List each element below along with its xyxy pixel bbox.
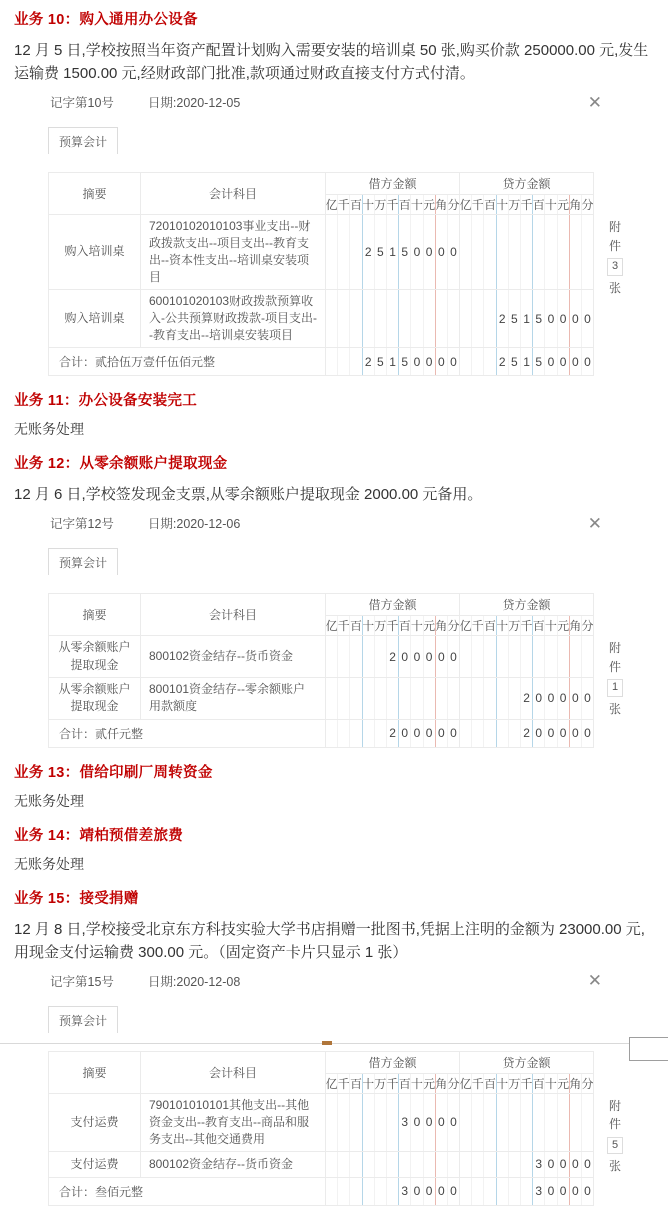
attachment-label: 附件 <box>609 1098 622 1132</box>
total-credit-amount: 2 0 0 0 0 0 <box>460 719 594 747</box>
voucher-15-table <box>48 1051 594 1206</box>
close-icon[interactable]: ✕ <box>587 92 602 112</box>
voucher-15-table-wrap <box>48 1051 622 1206</box>
debit-digit-units: 亿 千 百 十 万 千 百 十 元 角 分 <box>326 195 460 215</box>
total-credit-amount: 3 0 0 0 0 <box>460 1177 594 1205</box>
row-debit-amount: 2 0 0 0 0 0 <box>326 636 460 678</box>
row-credit-amount: 2 5 1 5 0 0 0 0 <box>460 290 594 348</box>
table-row <box>49 1151 594 1177</box>
total-row <box>49 348 594 376</box>
row-summary: 从零余额账户提取现金 <box>49 678 141 720</box>
attachment-indicator <box>602 1097 628 1176</box>
row-summary: 购入培训桌 <box>49 215 141 290</box>
row-subject: 72010102010103事业支出--财政拨款支出--项目支出--教育支出--资本性支出--培训桌安装项目 <box>141 215 326 290</box>
close-icon[interactable]: ✕ <box>587 513 602 533</box>
voucher-10-header <box>48 89 654 111</box>
col-header-subject: 会计科目 <box>141 594 326 636</box>
row-credit-amount <box>460 636 594 678</box>
scrollbar-thumb[interactable] <box>322 1041 332 1045</box>
total-label: 合计：叁佰元整 <box>49 1177 326 1205</box>
tab-budget-accounting[interactable]: 预算会计 <box>48 127 118 154</box>
col-header-summary: 摘要 <box>49 594 141 636</box>
close-icon[interactable]: ✕ <box>587 971 602 991</box>
attachment-count: 3 <box>607 258 623 275</box>
col-header-summary: 摘要 <box>49 1051 141 1093</box>
attachment-indicator <box>602 639 628 718</box>
heading-biz-13: 业务 13：借给印刷厂周转资金 <box>14 764 213 781</box>
attachment-unit: 张 <box>609 701 622 716</box>
tab-budget-accounting[interactable]: 预算会计 <box>48 548 118 575</box>
col-header-credit: 贷方金额 <box>460 1051 594 1073</box>
col-header-credit: 贷方金额 <box>460 173 594 195</box>
row-subject: 790101010101其他支出--其他资金支出--教育支出--商品和服务支出--其他交通费用 <box>141 1093 326 1151</box>
table-row <box>49 678 594 720</box>
voucher-10-table-wrap <box>48 172 622 376</box>
paragraph-biz-12: 12 月 6 日,学校签发现金支票,从零余额账户提取现金 2000.00 元备用。 <box>14 486 483 504</box>
row-credit-amount <box>460 215 594 290</box>
row-debit-amount <box>326 1151 460 1177</box>
total-debit-amount: 2 0 0 0 0 0 <box>326 719 460 747</box>
voucher-15 <box>48 968 654 1206</box>
heading-biz-10: 业务 10：购入通用办公设备 <box>14 12 198 28</box>
col-header-subject: 会计科目 <box>141 173 326 215</box>
heading-biz-11: 业务 11：办公设备安装完工 <box>14 393 198 410</box>
row-summary: 从零余额账户提取现金 <box>49 636 141 678</box>
voucher-12-table-wrap <box>48 593 622 748</box>
credit-digit-units: 亿 千 百 十 万 千 百 十 元 角 分 <box>460 616 594 636</box>
debit-digit-units: 亿 千 百 十 万 千 百 十 元 角 分 <box>326 616 460 636</box>
credit-digit-units: 亿 千 百 十 万 千 百 十 元 角 分 <box>460 1073 594 1093</box>
attachment-unit: 张 <box>609 280 622 295</box>
note-biz-13: 无账务处理 <box>14 792 84 809</box>
total-label: 合计：贰拾伍万壹仟伍佰元整 <box>49 348 326 376</box>
table-row <box>49 636 594 678</box>
row-summary: 购入培训桌 <box>49 290 141 348</box>
voucher-number: 记字第12号 <box>50 517 114 532</box>
row-credit-amount: 2 0 0 0 0 0 <box>460 678 594 720</box>
row-credit-amount <box>460 1093 594 1151</box>
row-debit-amount <box>326 290 460 348</box>
voucher-date: 日期:2020-12-05 <box>147 96 241 110</box>
row-credit-amount: 3 0 0 0 0 <box>460 1151 594 1177</box>
row-summary: 支付运费 <box>49 1093 141 1151</box>
col-header-credit: 贷方金额 <box>460 594 594 616</box>
voucher-12 <box>48 510 654 748</box>
heading-biz-14: 业务 14：靖柏预借差旅费 <box>14 827 184 844</box>
voucher-number: 记字第10号 <box>50 96 114 110</box>
col-header-debit: 借方金额 <box>326 1051 460 1073</box>
heading-biz-12: 业务 12：从零余额账户提取现金 <box>14 456 228 473</box>
total-debit-amount: 2 5 1 5 0 0 0 0 <box>326 348 460 376</box>
debit-digit-units: 亿 千 百 十 万 千 百 十 元 角 分 <box>326 1073 460 1093</box>
voucher-10-table <box>48 172 594 376</box>
table-row <box>49 290 594 348</box>
paragraph-biz-15: 12 月 8 日,学校接受北京东方科技实验大学书店捐赠一批图书,凭据上注明的金额为 23000.00 元,用现金支付运输费 300.00 元。（固定资产卡片只显示 1 张） <box>14 920 645 961</box>
voucher-date: 日期:2020-12-08 <box>147 974 241 989</box>
attachment-count: 1 <box>607 679 623 696</box>
total-credit-amount: 2 5 1 5 0 0 0 0 <box>460 348 594 376</box>
attachment-unit: 张 <box>609 1159 622 1174</box>
col-header-debit: 借方金额 <box>326 594 460 616</box>
voucher-12-header <box>48 510 654 532</box>
col-header-subject: 会计科目 <box>141 1051 326 1093</box>
total-debit-amount: 3 0 0 0 0 <box>326 1177 460 1205</box>
voucher-10 <box>48 89 654 376</box>
row-subject: 800101资金结存--零余额账户用款额度 <box>141 678 326 720</box>
row-debit-amount <box>326 678 460 720</box>
col-header-summary: 摘要 <box>49 173 141 215</box>
row-debit-amount: 3 0 0 0 0 <box>326 1093 460 1151</box>
table-row <box>49 215 594 290</box>
row-subject: 600101020103财政拨款预算收入-公共预算财政拨款-项目支出--教育支出--培训桌安装项目 <box>141 290 326 348</box>
attachment-label: 附件 <box>609 220 622 253</box>
attachment-count: 5 <box>607 1137 623 1154</box>
voucher-date: 日期:2020-12-06 <box>147 517 241 532</box>
voucher-15-header <box>48 968 654 990</box>
row-subject: 800102资金结存--货币资金 <box>141 1151 326 1177</box>
note-biz-11: 无账务处理 <box>14 421 84 438</box>
attachment-label: 附件 <box>609 641 622 674</box>
paragraph-biz-10: 12 月 5 日,学校按照当年资产配置计划购入需要安装的培训桌 50 张,购买价款 250000.00 元,发生运输费 1500.00 元,经财政部门批准,款项通过财政直接支付方式付清。 <box>14 42 649 82</box>
voucher-12-table <box>48 593 594 748</box>
bottom-right-corner-box <box>629 1037 668 1061</box>
note-biz-14: 无账务处理 <box>14 855 84 872</box>
total-row <box>49 1177 594 1205</box>
col-header-debit: 借方金额 <box>326 173 460 195</box>
total-label: 合计：贰仟元整 <box>49 719 326 747</box>
row-debit-amount: 2 5 1 5 0 0 0 0 <box>326 215 460 290</box>
tab-budget-accounting[interactable]: 预算会计 <box>48 1006 118 1033</box>
row-summary: 支付运费 <box>49 1151 141 1177</box>
table-row <box>49 1093 594 1151</box>
row-subject: 800102资金结存--货币资金 <box>141 636 326 678</box>
heading-biz-15: 业务 15：接受捐赠 <box>14 890 139 907</box>
credit-digit-units: 亿 千 百 十 万 千 百 十 元 角 分 <box>460 195 594 215</box>
attachment-indicator <box>602 218 628 297</box>
voucher-number: 记字第15号 <box>50 974 114 989</box>
total-row <box>49 719 594 747</box>
horizontal-scrollbar-track[interactable] <box>0 1043 668 1044</box>
